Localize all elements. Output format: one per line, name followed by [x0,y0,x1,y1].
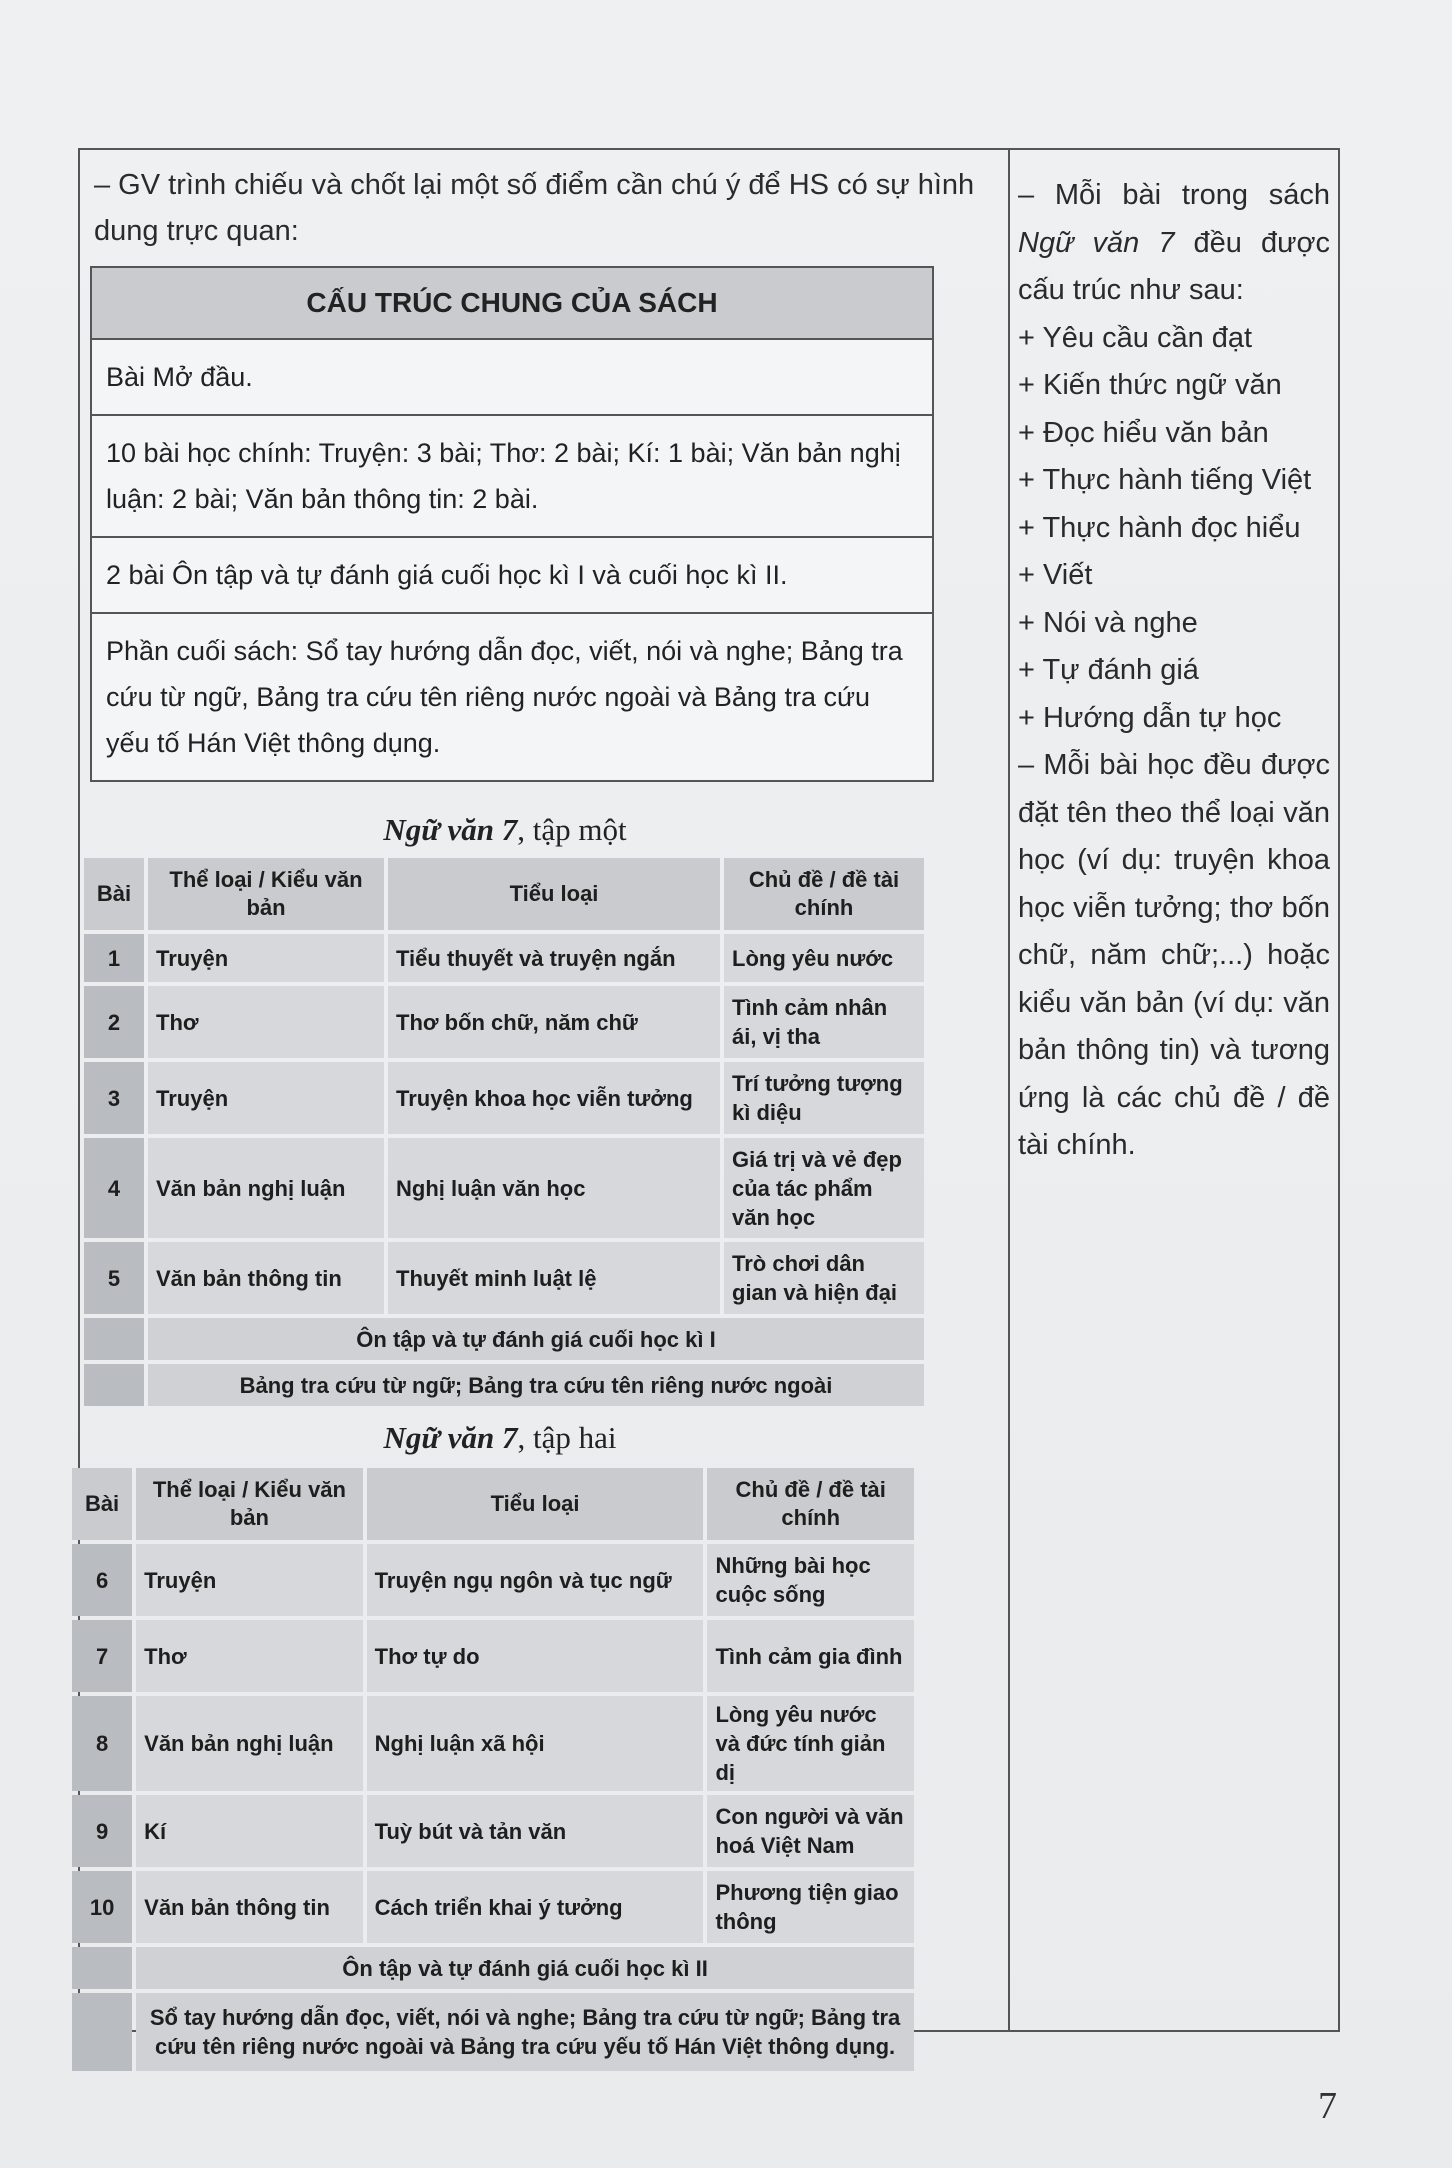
blank-cell [72,1947,132,1989]
table-row-review [72,1947,914,1989]
header-cell: Bài [84,858,144,930]
subgenre-cell: Truyện ngụ ngôn và tục ngữ [367,1544,704,1616]
theme-cell: Lòng yêu nước và đức tính giản dị [707,1696,914,1791]
table-row [84,1242,924,1314]
list-item: + Nói và nghe [1018,606,1198,639]
subgenre-cell: Truyện khoa học viễn tưởng [388,1062,720,1134]
theme-cell: Con người và văn hoá Việt Nam [707,1795,914,1867]
genre-cell: Truyện [136,1544,363,1616]
genre-cell: Thơ [148,986,384,1058]
theme-cell: Tình cảm gia đình [707,1620,914,1692]
list-item: + Kiến thức ngữ văn [1018,369,1282,401]
lesson-number: 7 [72,1620,132,1692]
list-item: + Tự đánh giá [1018,654,1199,686]
genre-cell: Truyện [148,934,384,982]
structure-row: 10 bài học chính: Truyện: 3 bài; Thơ: 2 bài; Kí: 1 bài; Văn bản nghị luận: 2 bài; Văn bản thông tin: 2 bài. [92,416,932,538]
book-structure-box [90,266,934,782]
header-cell: Thể loại / Kiểu văn bản [148,858,384,930]
genre-cell: Văn bản nghị luận [136,1696,363,1791]
subgenre-cell: Cách triển khai ý tưởng [367,1871,704,1943]
table-row-appendix [72,1993,914,2071]
blank-cell [72,1993,132,2071]
volume1-table [80,854,928,1410]
volume1-caption-title: Ngữ văn 7 [383,812,518,847]
structure-row: 2 bài Ôn tập và tự đánh giá cuối học kì I và cuối học kì II. [92,538,932,614]
lesson-number: 8 [72,1696,132,1791]
table-row [72,1696,914,1791]
content-frame [78,148,1340,2059]
theme-cell: Giá trị và vẻ đẹp của tác phẩm văn học [724,1138,924,1238]
page-number: 7 [1318,2085,1337,2127]
review-cell: Ôn tập và tự đánh giá cuối học kì II [136,1947,914,1989]
subgenre-cell: Nghị luận xã hội [367,1696,704,1791]
lesson-number: 6 [72,1544,132,1616]
table-row [72,1871,914,1943]
volume1-caption-rest: , tập một [517,812,627,847]
table-row [72,1795,914,1867]
right-column-text [1018,172,1330,1170]
blank-cell [84,1364,144,1406]
blank-cell [84,1318,144,1360]
table-row-review [84,1318,924,1360]
genre-cell: Văn bản nghị luận [148,1138,384,1238]
structure-intro-paragraph [1018,172,1330,315]
appendix-cell: Bảng tra cứu từ ngữ; Bảng tra cứu tên riêng nước ngoài [148,1364,924,1406]
lesson-number: 5 [84,1242,144,1314]
volume2-table [68,1464,918,2075]
table-row [84,986,924,1058]
table-row [72,1620,914,1692]
structure-intro-b: đều được cấu trúc như sau: [1018,226,1331,306]
theme-cell: Lòng yêu nước [724,934,924,982]
structure-intro-a: – Mỗi bài trong sách [1018,179,1330,211]
column-divider [1008,150,1010,2030]
volume2-caption-title: Ngữ văn 7 [383,1420,518,1455]
structure-row: Phần cuối sách: Sổ tay hướng dẫn đọc, viết, nói và nghe; Bảng tra cứu từ ngữ, Bảng tra cứu tên riêng nước ngoài và Bảng tra cứu yếu tố Hán Việt thông dụng. [106,636,903,758]
genre-cell: Kí [136,1795,363,1867]
list-item: + Thực hành tiếng Việt [1018,464,1312,496]
table-row [84,934,924,982]
left-column [80,150,1008,2059]
volume1-caption [80,812,930,848]
subgenre-cell: Thơ bốn chữ, năm chữ [388,986,720,1058]
header-cell: Bài [72,1468,132,1540]
subgenre-cell: Thơ tự do [367,1620,704,1692]
table-row [84,1062,924,1134]
header-cell: Chủ đề / đề tài chính [707,1468,914,1540]
appendix-cell: Sổ tay hướng dẫn đọc, viết, nói và nghe; Bảng tra cứu từ ngữ; Bảng tra cứu tên riêng nước ngoài và Bảng tra cứu yếu tố Hán Việt thông dụng. [136,1993,914,2071]
theme-cell: Tình cảm nhân ái, vị tha [724,986,924,1058]
lesson-number: 3 [84,1062,144,1134]
table-row [72,1544,914,1616]
intro-text: – GV trình chiếu và chốt lại một số điểm cần chú ý để HS có sự hình dung trực quan: [94,169,975,247]
right-column [1018,172,1330,1170]
theme-cell: Những bài học cuộc sống [707,1544,914,1616]
list-item: + Viết [1018,559,1093,591]
table-header-row [84,858,924,930]
lesson-number: 9 [72,1795,132,1867]
header-cell: Thể loại / Kiểu văn bản [136,1468,363,1540]
lesson-number: 1 [84,934,144,982]
structure-row: Bài Mở đầu. [92,340,932,416]
theme-cell: Trò chơi dân gian và hiện đại [724,1242,924,1314]
list-item: + Thực hành đọc hiểu [1018,511,1301,544]
volume2-caption-rest: , tập hai [517,1420,617,1455]
genre-cell: Văn bản thông tin [136,1871,363,1943]
table-row-appendix [84,1364,924,1406]
list-item: + Hướng dẫn tự học [1018,701,1282,734]
theme-cell: Trí tưởng tượng kì diệu [724,1062,924,1134]
review-cell: Ôn tập và tự đánh giá cuối học kì I [148,1318,924,1360]
header-cell: Tiểu loại [367,1468,704,1540]
subgenre-cell: Tuỳ bút và tản văn [367,1795,704,1867]
volume2-caption [80,1420,920,1456]
subgenre-cell: Thuyết minh luật lệ [388,1242,720,1314]
theme-cell: Phương tiện giao thông [707,1871,914,1943]
subgenre-cell: Nghị luận văn học [388,1138,720,1238]
structure-title: CẤU TRÚC CHUNG CỦA SÁCH [92,268,932,340]
genre-cell: Truyện [148,1062,384,1134]
list-item: + Đọc hiểu văn bản [1018,416,1269,449]
lesson-number: 2 [84,986,144,1058]
lesson-number: 4 [84,1138,144,1238]
header-cell: Chủ đề / đề tài chính [724,858,924,930]
header-cell: Tiểu loại [388,858,720,930]
table-header-row [72,1468,914,1540]
genre-cell: Thơ [136,1620,363,1692]
genre-cell: Văn bản thông tin [148,1242,384,1314]
lesson-number: 10 [72,1871,132,1943]
lesson-naming-paragraph: – Mỗi bài học đều được đặt tên theo thể loại văn học (ví dụ: truyện khoa học viễn tưởng; thơ bốn chữ, năm chữ;...) hoặc kiểu văn bản (ví dụ: văn bản thông tin) và tương ứng là các chủ đề / đề tài chính. [1018,749,1330,1161]
list-item: + Yêu cầu cần đạt [1018,321,1253,354]
table-row [84,1138,924,1238]
book-title-italic: Ngữ văn 7 [1018,226,1175,259]
subgenre-cell: Tiểu thuyết và truyện ngắn [388,934,720,982]
